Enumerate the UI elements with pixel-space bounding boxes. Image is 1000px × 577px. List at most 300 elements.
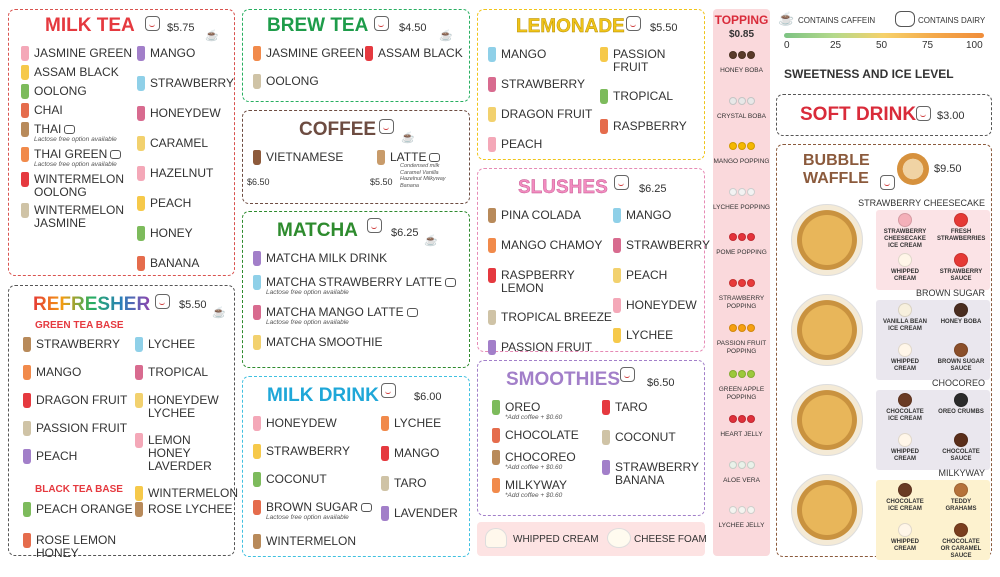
drink-cup-icon (488, 137, 496, 152)
menu-item-coconut[interactable] (253, 473, 381, 487)
drink-cup-icon (23, 421, 31, 436)
ingredient-label: STRAWBERRY CHEESECAKE ICE CREAM (883, 229, 927, 249)
drink-cup-icon (135, 337, 143, 352)
waffle-ingredients-box (876, 390, 990, 470)
caffeine-icon: ☕ (205, 30, 219, 42)
milk-tea-list-right (137, 47, 235, 287)
ingredient-icon (898, 213, 912, 227)
green-tea-base-label: GREEN TEA BASE (35, 320, 124, 331)
menu-item-tropical-breeze[interactable] (488, 311, 614, 325)
menu-item-label: THAI (34, 122, 62, 136)
coffee-item-vietnamese[interactable]: VIETNAMESE (253, 151, 343, 165)
menu-item-mango-chamoy[interactable] (488, 239, 614, 253)
drink-cup-icon (600, 47, 608, 62)
drink-cup-icon (381, 446, 389, 461)
drink-cup-icon (613, 298, 621, 313)
menu-item-mango[interactable] (381, 447, 469, 461)
ingredient-icon (898, 253, 912, 267)
menu-item-chai[interactable] (21, 104, 141, 118)
menu-item-label: JASMINE GREEN (34, 46, 133, 60)
dairy-legend-icon (895, 11, 915, 27)
menu-item-tropical[interactable] (135, 366, 233, 380)
topping-label: HONEY BOBA (720, 67, 763, 74)
topping-label: LYCHEE POPPING (713, 203, 770, 211)
menu-item-strawberry[interactable] (488, 78, 600, 92)
menu-item-wintermelon-jasmine[interactable] (21, 204, 141, 230)
ingredient-icon (954, 213, 968, 227)
topping-item-lychee-popping[interactable] (713, 180, 770, 226)
menu-item-label: MANGO (150, 46, 196, 60)
coffee-panel (242, 110, 470, 204)
menu-item-mango[interactable] (137, 47, 235, 61)
lemonade-list-left (488, 48, 600, 168)
ingredient-label: CHOCOLATE ICE CREAM (886, 409, 924, 422)
milk-tea-panel (8, 9, 235, 276)
latte-flavors-note: Condensed milk Caramel Vanilla Hazelnut Milkyway Banana (400, 163, 446, 189)
drink-cup-icon (253, 74, 261, 89)
menu-item-jasmine-green[interactable] (253, 47, 365, 61)
drink-cup-icon (488, 238, 496, 253)
menu-item-banana[interactable] (137, 257, 235, 271)
menu-item-label: MANGO (36, 365, 82, 379)
waffle-ingredients-box (876, 300, 990, 380)
ingredient-icon (898, 343, 912, 357)
milk-drink-list-left (253, 417, 381, 563)
latte-price: $5.50 (370, 177, 393, 187)
menu-item-pina-colada[interactable] (488, 209, 614, 223)
waffle-ingredient (881, 343, 929, 373)
drink-cup-icon (253, 416, 261, 431)
lemonade-price: $5.50 (650, 22, 678, 34)
matcha-list (253, 252, 467, 360)
topping-item-aloe-vera[interactable] (713, 453, 770, 499)
ingredient-icon (898, 433, 912, 447)
topping-price: $0.85 (728, 29, 755, 40)
menu-item-assam-black[interactable] (365, 47, 465, 61)
topping-panel (713, 9, 770, 556)
drink-cup-icon (253, 444, 261, 459)
menu-item-label: PEACH (626, 268, 668, 282)
waffle-image[interactable] (791, 294, 863, 366)
menu-item-mango[interactable] (488, 48, 600, 62)
ingredient-icon (954, 523, 968, 537)
menu-item-label: PINA COLADA (501, 208, 582, 222)
ingredient-icon (954, 343, 968, 357)
drink-cup-icon (135, 393, 143, 408)
mascot-icon (614, 175, 629, 190)
menu-item-matcha-mango-latte[interactable] (253, 306, 467, 326)
menu-item-wintermelon[interactable] (253, 535, 381, 549)
drink-cup-icon (253, 305, 261, 320)
menu-item-label: JASMINE GREEN (266, 46, 365, 60)
menu-item-label: STRAWBERRY (626, 238, 711, 252)
caffeine-legend-label: CONTAINS CAFFEIN (798, 16, 876, 25)
topping-label: HEART JELLY (720, 431, 763, 438)
menu-item-honeydew-lychee[interactable] (135, 394, 233, 420)
menu-item-label: STRAWBERRY (150, 76, 235, 90)
menu-item-note: Lactose free option available (266, 319, 349, 326)
matcha-price: $6.25 (391, 227, 419, 239)
menu-item-rose-lychee[interactable] (135, 503, 233, 517)
menu-item-label: HONEYDEW (626, 298, 697, 312)
ingredient-label: FRESH STRAWBERRIES (937, 229, 986, 242)
black-tea-list-left (23, 503, 148, 577)
mascot-icon (145, 16, 160, 31)
menu-item-raspberry[interactable] (600, 120, 704, 134)
drink-cup-icon (135, 365, 143, 380)
ingredient-label: WHIPPED CREAM (890, 269, 919, 282)
drink-cup-icon (492, 450, 500, 465)
waffle-ingredient (937, 343, 985, 373)
ingredient-label: TEDDY GRAHAMS (945, 499, 977, 512)
waffle-flavor-name: BROWN SUGAR (915, 288, 985, 298)
smoothies-title: SMOOTHIES (506, 369, 621, 390)
mascot-icon (880, 175, 895, 190)
topping-item-mango-popping[interactable] (713, 134, 770, 180)
vietnamese-price: $6.50 (247, 177, 270, 187)
drink-cup-icon (137, 166, 145, 181)
dairy-icon (361, 503, 372, 512)
waffle-image[interactable] (791, 384, 863, 456)
menu-item-label: PASSION FRUIT (501, 340, 593, 354)
menu-item-label: CHAI (34, 103, 63, 117)
sweetness-tick-label: 25 (830, 40, 842, 51)
menu-item-label: MILKYWAY (505, 478, 568, 492)
slushes-price: $6.25 (639, 183, 667, 195)
menu-item-tropical[interactable] (600, 90, 704, 104)
drink-cup-icon (137, 106, 145, 121)
milk-tea-list-left (21, 47, 141, 235)
menu-item-strawberry-banana[interactable] (602, 461, 704, 487)
milk-drink-list-right (381, 417, 469, 537)
menu-item-label: ROSE LEMON HONEY (36, 533, 117, 560)
legend (778, 9, 992, 84)
menu-item-lychee[interactable] (613, 329, 703, 343)
menu-item-matcha-smoothie[interactable] (253, 336, 467, 350)
menu-item-mango[interactable] (23, 366, 135, 380)
menu-item-hazelnut[interactable] (137, 167, 235, 181)
topping-label: POME POPPING (716, 249, 767, 256)
bubble-waffle-panel (776, 144, 992, 557)
menu-item-strawberry[interactable] (23, 338, 135, 352)
menu-item-label: MATCHA MILK DRINK (266, 251, 388, 265)
menu-item-label: WINTERMELON OOLONG (34, 172, 124, 199)
menu-item-label: TARO (394, 476, 427, 490)
drink-cup-icon (137, 136, 145, 151)
menu-item-label: HONEY (150, 226, 193, 240)
drink-cup-icon (492, 478, 500, 493)
dairy-icon (445, 278, 456, 287)
topping-item-heart-jelly[interactable] (713, 407, 770, 453)
topping-icon (729, 316, 755, 340)
menu-item-label: MATCHA STRAWBERRY LATTE (266, 275, 443, 289)
topping-item-pome-popping[interactable] (713, 225, 770, 271)
ingredient-icon (954, 253, 968, 267)
drink-cup-icon (253, 534, 261, 549)
menu-item-lemon-honey-laverder[interactable] (135, 434, 233, 473)
menu-item-peach[interactable] (488, 138, 600, 152)
menu-item-peach[interactable] (23, 450, 135, 464)
ingredient-icon (898, 303, 912, 317)
topping-icon (729, 498, 755, 522)
drink-cup-icon (613, 268, 621, 283)
dairy-icon (110, 150, 121, 159)
menu-item-peach[interactable] (613, 269, 703, 283)
menu-item-label: LYCHEE (394, 416, 442, 430)
whipped-cream-icon (485, 528, 507, 548)
black-tea-list-right (135, 503, 233, 534)
menu-item-label: HONEYDEW LYCHEE (148, 393, 219, 420)
menu-item-rose-lemon-honey[interactable] (23, 534, 148, 560)
menu-item-strawberry[interactable] (613, 238, 711, 253)
topping-item-green-apple-popping[interactable] (713, 362, 770, 408)
menu-item-note: *Add coffee + $0.60 (505, 464, 563, 471)
topping-icon (729, 362, 755, 386)
caffeine-legend-icon: ☕ (778, 11, 795, 26)
waffle-ingredient (881, 523, 929, 553)
menu-item-honeydew[interactable] (253, 417, 381, 431)
waffle-ingredient (881, 303, 929, 333)
menu-item-label: MANGO CHAMOY (501, 238, 603, 252)
menu-item-label: CHOCOLATE (505, 428, 579, 442)
topping-icon (729, 225, 755, 249)
waffle-ingredient (881, 213, 929, 250)
menu-item-label: BANANA (150, 256, 200, 270)
menu-item-chocoreo[interactable] (492, 451, 604, 471)
topping-icon (729, 180, 755, 204)
menu-item-mango[interactable] (613, 209, 703, 223)
drink-cup-icon (253, 46, 261, 61)
menu-item-label: MANGO (626, 208, 672, 222)
menu-item-label: RASPBERRY (613, 119, 687, 133)
menu-item-label: PEACH ORANGE (36, 502, 133, 516)
cheese-foam-icon (607, 528, 631, 548)
drink-cup-icon (23, 337, 31, 352)
drink-cup-icon (21, 203, 29, 218)
menu-item-label: ASSAM BLACK (378, 46, 463, 60)
menu-item-dragon-fruit[interactable] (23, 394, 135, 408)
menu-item-taro[interactable] (381, 477, 469, 491)
menu-item-brown-sugar[interactable] (253, 501, 381, 521)
drink-cup-icon (602, 460, 610, 475)
menu-item-taro[interactable] (602, 401, 704, 415)
waffle-flavor-name: MILKYWAY (938, 468, 985, 478)
ingredient-icon (898, 393, 912, 407)
menu-item-label: LAVENDER (394, 506, 458, 520)
menu-item-passion-fruit[interactable] (488, 341, 614, 355)
black-tea-base-label: BLACK TEA BASE (35, 484, 123, 495)
topping-icon (729, 407, 755, 431)
drink-cup-icon (135, 486, 143, 501)
cheese-foam-label: CHEESE FOAM (634, 534, 707, 545)
menu-item-label: LEMON HONEY LAVERDER (148, 433, 212, 473)
drink-cup-icon (135, 502, 143, 517)
drink-cup-icon (135, 433, 143, 448)
drink-cup-icon (21, 46, 29, 61)
menu-item-label: CARAMEL (150, 136, 209, 150)
green-tea-list-right (135, 337, 238, 515)
drink-cup-icon (600, 89, 608, 104)
menu-item-caramel[interactable] (137, 137, 235, 151)
drink-cup-icon (492, 400, 500, 415)
drink-cup-icon (602, 400, 610, 415)
mascot-icon (379, 119, 394, 134)
drink-cup-icon (381, 476, 389, 491)
menu-item-matcha-strawberry-latte[interactable] (253, 276, 467, 296)
topping-item-strawberry-popping[interactable] (713, 271, 770, 317)
ingredient-icon (898, 483, 912, 497)
topping-icon (729, 89, 755, 113)
topping-item-lychee-jelly[interactable] (713, 498, 770, 544)
waffle-image[interactable] (791, 204, 863, 276)
menu-item-passion-fruit[interactable] (23, 422, 135, 436)
coffee-item-latte[interactable]: LATTE (377, 151, 440, 165)
mascot-icon (916, 106, 931, 121)
topping-label: MANGO POPPING (713, 158, 770, 165)
menu-item-jasmine-green[interactable] (21, 47, 141, 61)
topping-label: STRAWBERRY POPPING (718, 294, 765, 310)
slushes-list-left (488, 209, 614, 371)
drink-cup-icon (253, 472, 261, 487)
menu-item-thai[interactable] (21, 123, 141, 143)
sweetness-tick-label: 75 (922, 40, 934, 51)
smoothies-list-left (492, 401, 604, 507)
menu-item-label: LYCHEE (148, 337, 196, 351)
sweetness-ticks (778, 40, 990, 52)
ingredient-label: BROWN SUGAR SAUCE (937, 359, 985, 372)
waffle-ingredient (937, 483, 985, 513)
waffle-ingredient (881, 253, 929, 283)
menu-item-lavender[interactable] (381, 507, 469, 521)
menu-item-passion-fruit[interactable] (600, 48, 704, 74)
menu-item-chocolate[interactable] (492, 429, 604, 443)
whipped-cream-label: WHIPPED CREAM (513, 534, 599, 545)
waffle-flavor-name: CHOCOREO (931, 378, 985, 388)
menu-item-coconut[interactable] (602, 431, 704, 445)
sweetness-caption: SWEETNESS AND ICE LEVEL (784, 67, 954, 81)
waffle-ingredients-box (876, 480, 990, 560)
bubble-waffle-title-line2: WAFFLE (803, 170, 869, 187)
menu-item-label: THAI GREEN (34, 147, 108, 161)
drink-cup-icon (381, 416, 389, 431)
topping-item-crystal-boba[interactable] (713, 89, 770, 135)
menu-item-strawberry[interactable] (137, 77, 235, 91)
topping-item-honey-boba[interactable] (713, 43, 770, 89)
drink-cup-icon (488, 208, 496, 223)
menu-item-assam-black[interactable] (21, 66, 141, 80)
drink-cup-icon (137, 46, 145, 61)
menu-item-label: STRAWBERRY (266, 444, 351, 458)
drink-cup-icon (137, 196, 145, 211)
drink-cup-icon (613, 238, 621, 253)
ingredient-label: HONEY BOBA (940, 319, 982, 325)
lemonade-list-right (600, 48, 704, 150)
menu-item-label: MANGO (394, 446, 440, 460)
matcha-title: MATCHA (277, 220, 358, 241)
sweetness-scale-bar (784, 33, 984, 38)
menu-item-label: COCONUT (615, 430, 676, 444)
drink-cup-icon (23, 365, 31, 380)
menu-item-label: PEACH (150, 196, 192, 210)
menu-item-label: STRAWBERRY BANANA (615, 460, 699, 487)
menu-item-label: STRAWBERRY (36, 337, 121, 351)
menu-item-note: *Add coffee + $0.60 (505, 414, 563, 421)
ingredient-label: CHOCOLATE ICE CREAM (886, 499, 924, 512)
menu-item-label: WINTERMELON (266, 534, 356, 548)
menu-item-matcha-milk-drink[interactable] (253, 252, 467, 266)
menu-item-peach[interactable] (137, 197, 235, 211)
bubble-waffle-price: $9.50 (934, 163, 962, 175)
menu-item-honeydew[interactable] (613, 299, 703, 313)
menu-item-oolong[interactable] (21, 85, 141, 99)
menu-item-label: WINTERMELON (148, 486, 238, 500)
ingredient-icon (954, 393, 968, 407)
topping-list (713, 43, 770, 544)
topping-label: CRYSTAL BOBA (716, 112, 766, 120)
menu-item-strawberry[interactable] (253, 445, 381, 459)
menu-item-raspberry-lemon[interactable] (488, 269, 614, 295)
milk-tea-price: $5.75 (167, 22, 195, 34)
menu-item-wintermelon[interactable] (135, 486, 238, 501)
waffle-image[interactable] (791, 474, 863, 546)
menu-item-label: ASSAM BLACK (34, 65, 119, 79)
drink-cup-icon (21, 65, 29, 80)
drink-cup-icon (253, 275, 261, 290)
drink-cup-icon (488, 47, 496, 62)
mascot-icon (374, 16, 389, 31)
cream-bar (477, 522, 705, 556)
menu-item-honey[interactable] (137, 227, 235, 241)
brew-tea-price: $4.50 (399, 22, 427, 34)
menu-item-peach-orange[interactable] (23, 503, 148, 517)
menu-item-label: PEACH (501, 137, 543, 151)
sweetness-tick-label: 0 (784, 40, 790, 51)
ingredient-icon (954, 433, 968, 447)
menu-item-label: TARO (615, 400, 648, 414)
dairy-legend-label: CONTAINS DAIRY (918, 16, 986, 25)
menu-item-honeydew[interactable] (137, 107, 235, 121)
drink-cup-icon (613, 328, 621, 343)
menu-item-dragon-fruit[interactable] (488, 108, 600, 122)
menu-item-lychee[interactable] (135, 338, 233, 352)
menu-item-note: Lactose free option available (34, 161, 117, 168)
caffeine-icon: ☕ (424, 235, 438, 247)
menu-item-thai-green[interactable] (21, 148, 141, 168)
menu-item-lychee[interactable] (381, 417, 469, 431)
milk-drink-panel (242, 376, 470, 557)
drink-cup-icon (21, 122, 29, 137)
brew-tea-list (253, 47, 468, 89)
drink-cup-icon (600, 119, 608, 134)
menu-item-oreo[interactable] (492, 401, 604, 421)
menu-item-note: Lactose free option available (34, 136, 117, 143)
menu-item-label: DRAGON FRUIT (501, 107, 593, 121)
menu-item-label: HONEYDEW (150, 106, 221, 120)
menu-item-milkyway[interactable] (492, 479, 604, 499)
waffle-ingredient (881, 433, 929, 463)
ingredient-icon (954, 483, 968, 497)
topping-icon (729, 453, 755, 477)
ingredient-label: VANILLA BEAN ICE CREAM (883, 319, 927, 332)
menu-item-oolong[interactable] (253, 75, 353, 89)
menu-item-label: PEACH (36, 449, 78, 463)
topping-item-passion-fruit-popping[interactable] (713, 316, 770, 362)
drink-cup-icon (253, 251, 261, 266)
menu-item-label: TROPICAL (613, 89, 674, 103)
menu-item-wintermelon-oolong[interactable] (21, 173, 141, 199)
sweetness-tick-label: 50 (876, 40, 888, 51)
menu-item-label: OOLONG (34, 84, 87, 98)
